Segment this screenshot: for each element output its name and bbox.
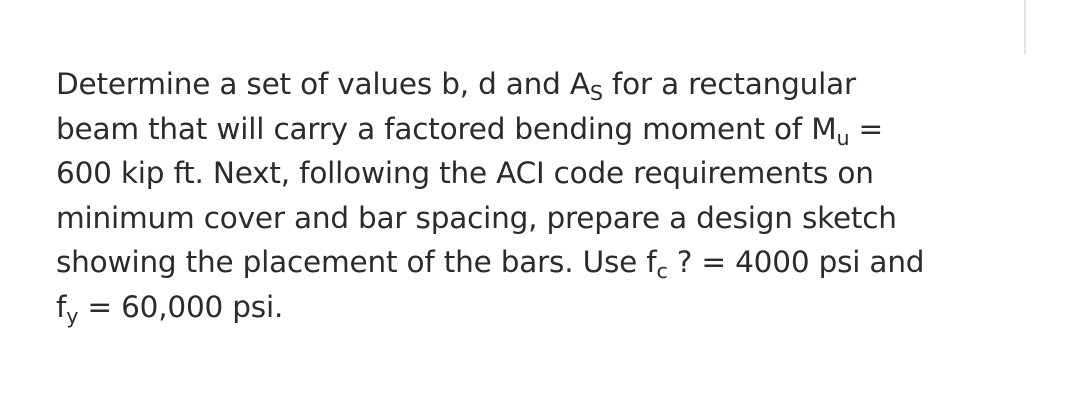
line-1-text-a: Determine a set of values b, d and A bbox=[56, 67, 590, 101]
line-2-text-a: beam that will carry a factored bending moment of M bbox=[56, 111, 837, 146]
problem-line-4: minimum cover and bar spacing, prepare a design sketch bbox=[56, 200, 897, 235]
problem-statement bbox=[56, 62, 1056, 329]
line-6-text-a: f bbox=[56, 289, 67, 324]
fy-subscript: y bbox=[66, 303, 79, 328]
edge-divider bbox=[1024, 0, 1026, 54]
problem-line-3: 600 kip ft. Next, following the ACI code requirements on bbox=[56, 156, 874, 190]
problem-line-6 bbox=[56, 285, 1056, 330]
line-5-text-b: ? = 4000 psi and bbox=[667, 245, 925, 279]
problem-line-1 bbox=[56, 62, 1056, 107]
line-1-text-b: for a rectangular bbox=[602, 67, 856, 101]
line-5-text-a: showing the placement of the bars. Use f bbox=[56, 245, 657, 279]
problem-line-5 bbox=[56, 240, 1056, 285]
mu-subscript: u bbox=[836, 125, 850, 150]
line-2-text-b: = bbox=[849, 111, 884, 146]
problem-line-2 bbox=[56, 107, 1056, 152]
line-6-text-b: = 60,000 psi. bbox=[78, 289, 284, 324]
fc-subscript: c bbox=[656, 259, 668, 284]
as-subscript: S bbox=[589, 81, 603, 106]
